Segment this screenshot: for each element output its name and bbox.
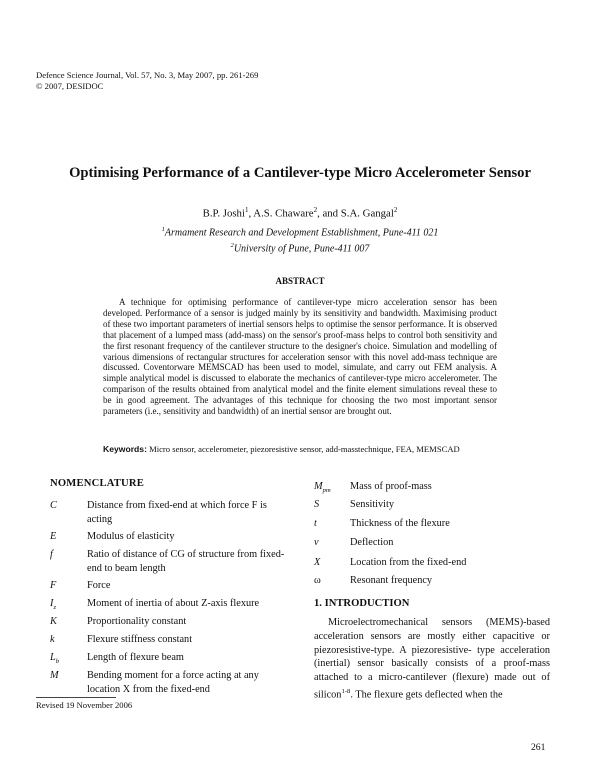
affiliation-text: University of Pune, Pune-411 007 [233, 243, 370, 255]
nom-symbol: S [314, 499, 320, 510]
nom-symbol: K [50, 616, 57, 627]
affiliations [0, 224, 600, 256]
nom-symbol: $M_{pm}$ [314, 481, 331, 495]
journal-citation-block [36, 70, 336, 92]
author-name: A.S. Chaware [253, 207, 314, 220]
page-number: 261 [531, 742, 546, 753]
nomenclature-heading: NOMENCLATURE [50, 478, 145, 489]
abstract-heading: ABSTRACT [275, 276, 325, 286]
nom-definition: Location from the fixed-end [350, 557, 467, 568]
nom-definition: Proportionality constant [87, 616, 187, 627]
abstract-text: A technique for optimising performance of cantilever-type micro acceleration sensor has been developed. Performance of a sensor is judged mainly by its sensitivity and bandwidth. Maximising product of these two important parameters of inertial sensors helps to optimise the sensor performance. It is observed that placement of a lumped mass (add-mass) on the sensor's proof-mass helps to control both sensitivity and the first resonant frequency of the cantilever structure to the designer's choice. Simulation and modelling of various dimensions of rectangular structures for acceleration sensor with this novel add-mass technique are discussed. Coventorware MEMSCAD has been used to model, simulate, and carry out FEM analysis. A simple analytical model is discussed to elaborate the mechanics of cantilever-type micro accelerometer. The comparison of the results obtained from analytical model and the finite element simulations reveal these to be in good agreement. The advantages of this technique for choosing the two most important sensor parameters (i.e., sensitivity and bandwidth) of an inertial sensor are brought out. [103, 297, 497, 417]
author-name: B.P. Joshi [202, 207, 245, 220]
nom-symbol: v [314, 537, 319, 548]
affiliation [0, 240, 600, 256]
nom-symbol: k [50, 634, 55, 645]
nom-symbol: E [50, 531, 57, 542]
introduction-text: Microelectromechanical sensors (MEMS)-based acceleration sensors are mostly either capacitive or piezoresistive-type. A piezoresistive- type acceleration (inertial) sensor basically consists of a proof-mass attached to a micro-cantilever (flexure) made out of silicon$^{1-8}$. The flexure gets deflected when the [314, 617, 550, 701]
nom-symbol: C [50, 500, 57, 511]
keywords [103, 444, 503, 454]
nom-definition: Length of flexure beam [87, 652, 184, 663]
nom-symbol: X [314, 557, 321, 568]
nom-symbol: t [314, 518, 317, 529]
keywords-text: Micro sensor, accelerometer, piezoresistive sensor, add-masstechnique, FEA, MEMSCAD [149, 444, 460, 454]
nom-definition: Moment of inertia of about Z-axis flexure [87, 598, 260, 609]
nom-definition: Force [87, 580, 111, 591]
journal-citation: Defence Science Journal, Vol. 57, No. 3, May 2007, pp. 261-269 [36, 70, 259, 80]
nom-symbol: ω [314, 575, 321, 586]
nom-symbol: $I_z$ [50, 598, 57, 612]
affiliation-mark: 1 [161, 226, 165, 233]
footnote-rule [36, 697, 116, 698]
nom-definition: Deflection [350, 537, 394, 548]
author-name: S.A. Gangal [340, 207, 394, 220]
affiliation-mark: 2 [230, 241, 234, 249]
affiliation [0, 224, 600, 240]
introduction-heading: 1. INTRODUCTION [314, 598, 410, 609]
author-affil-mark: 1 [244, 206, 249, 214]
revised-date: Revised 19 November 2006 [36, 700, 133, 710]
citation-ref: 1-8 [341, 687, 351, 695]
nom-symbol: $L_b$ [50, 652, 60, 666]
nom-definition: Distance from fixed-end at which force F is acting [87, 500, 267, 525]
nom-definition: Thickness of the flexure [350, 518, 450, 529]
nom-definition: Modulus of elasticity [87, 531, 175, 542]
nom-definition: Sensitivity [350, 499, 395, 510]
nom-symbol: M [50, 670, 59, 681]
nom-definition: Ratio of distance of CG of structure from fixed-end to beam length [87, 549, 285, 574]
nom-symbol: f [50, 549, 53, 560]
nom-definition: Bending moment for a force acting at any location X from the fixed-end [87, 670, 259, 695]
nom-symbol: F [50, 580, 57, 591]
nom-definition: Flexure stiffness constant [87, 634, 193, 645]
author-affil-mark: 2 [313, 206, 318, 214]
author-list: B.P. Joshi$^1$, A.S. Chaware$^2$, and S.A. Gangal$^2$ [202, 206, 398, 220]
journal-copyright: © 2007, DESIDOC [36, 81, 104, 91]
nom-definition: Mass of proof-mass [350, 481, 432, 492]
affiliation-text: Armament Research and Development Establishment, Pune-411 021 [164, 227, 439, 239]
paper-title: Optimising Performance of a Cantilever-type Micro Accelerometer Sensor [69, 165, 531, 181]
nom-definition: Resonant frequency [350, 575, 433, 586]
keywords-label: Keywords: [103, 444, 147, 454]
author-affil-mark: 2 [393, 206, 398, 214]
